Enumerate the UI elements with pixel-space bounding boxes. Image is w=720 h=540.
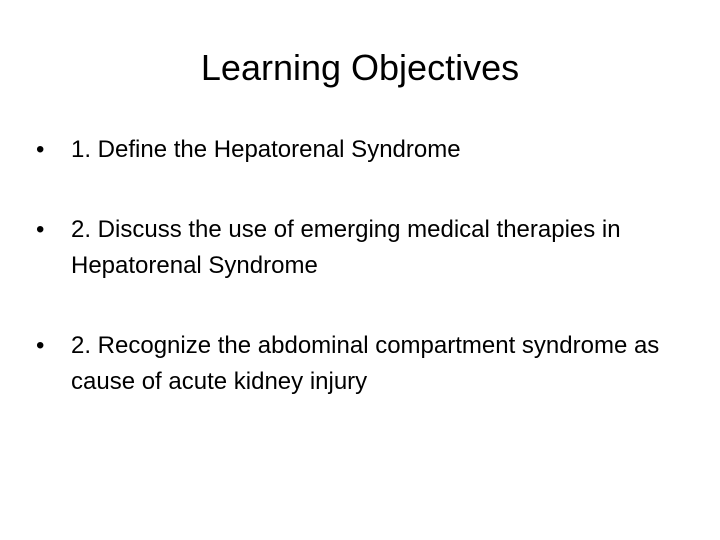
bullet-icon: • bbox=[36, 136, 45, 163]
bullet-icon: • bbox=[36, 332, 45, 359]
slide-title: Learning Objectives bbox=[200, 47, 520, 88]
objective-item-1 bbox=[36, 132, 676, 168]
objective-text: 2. Discuss the use of emerging medical therapies in Hepatorenal Syndrome bbox=[71, 216, 621, 279]
objectives-list bbox=[36, 132, 676, 400]
objective-text: 2. Recognize the abdominal compartment syndrome as cause of acute kidney injury bbox=[71, 332, 660, 395]
objective-item-3 bbox=[36, 328, 676, 400]
objective-text: 1. Define the Hepatorenal Syndrome bbox=[71, 136, 461, 163]
bullet-icon: • bbox=[36, 216, 45, 243]
objective-item-2 bbox=[36, 212, 676, 284]
